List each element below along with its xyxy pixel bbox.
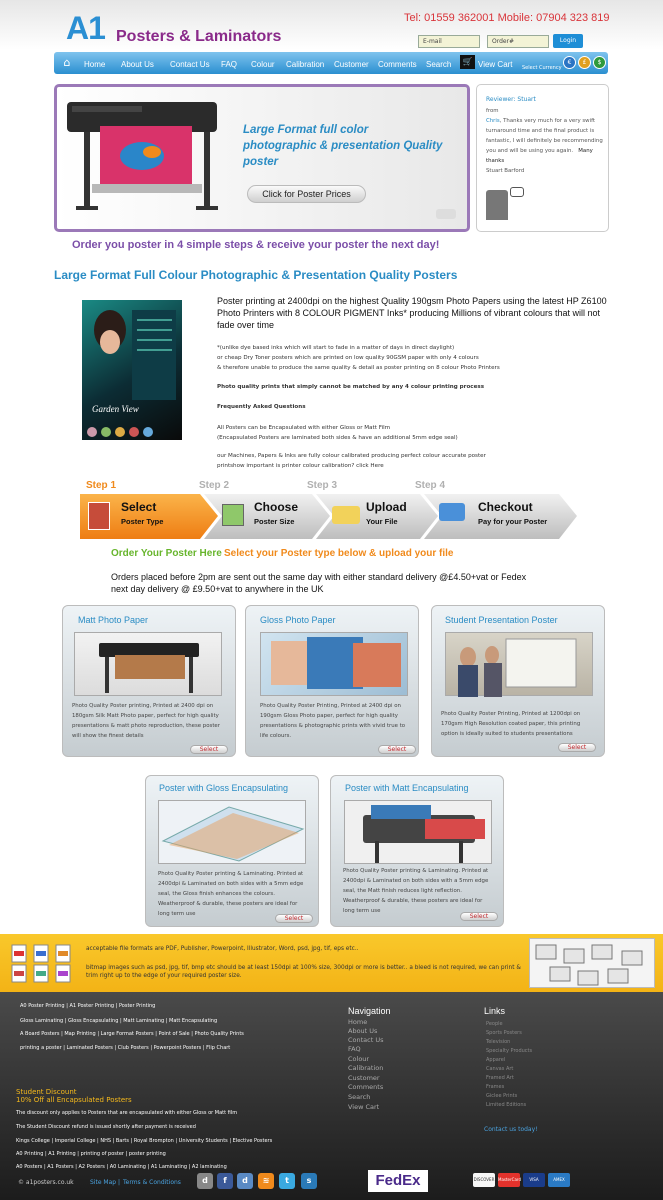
step-4-label: Step 4	[415, 480, 446, 491]
product-title-student[interactable]: Student Presentation Poster	[445, 615, 558, 625]
review-title: Reviewer: Stuart	[486, 96, 536, 103]
amex-icon: AMEX	[548, 1173, 570, 1187]
product-desc-matt-encap: Photo Quality Poster printing & Laminating. Printed at 2400dpi & Laminated on both sides with a 5mm edge seal, the Matt finish reduces light reflection. Weatherproof & durable, these posters are ideal for long term use	[343, 868, 489, 914]
product-image-matt	[74, 632, 222, 696]
upload-folder-icon	[332, 506, 360, 524]
digg-icon[interactable]: d	[237, 1173, 253, 1189]
product-image-gloss	[260, 632, 408, 696]
encapsulation-note-line-2: (Encapsulated Posters are laminated both sides & have an additional 5mm edge seal)	[217, 435, 458, 441]
step-4-title[interactable]: Checkout	[478, 500, 533, 514]
footer-nav-about[interactable]: About Us	[348, 1027, 378, 1035]
discover-card-icon: DISCOVER	[473, 1173, 495, 1187]
mastercard-icon: MasterCard	[498, 1173, 520, 1187]
product-desc-gloss: Photo Quality Poster Printing, Printed at 2400 dpi on 190gsm Gloss Photo paper, perfect for high quality presentations & photographic prints with vivid true to life colours.	[260, 703, 406, 739]
nav-calibration[interactable]: Calibration	[286, 60, 325, 69]
footer-nav-home[interactable]: Home	[348, 1018, 368, 1026]
footer-nav-calibration[interactable]: Calibration	[348, 1064, 384, 1072]
folder-icons-graphic	[529, 938, 655, 988]
link-television[interactable]: Television	[486, 1039, 511, 1045]
sitemap-link[interactable]: Site Map |	[90, 1179, 121, 1186]
review-name: Chris	[486, 118, 500, 124]
reviewer-avatar-icon	[486, 190, 508, 220]
footer-nav-faq[interactable]: FAQ	[348, 1045, 361, 1053]
calibration-note-line-1: our Machines, Papers & Inks are fully colour calibrated producing perfect colour accurate poster	[217, 453, 486, 459]
select-gloss-encap-button[interactable]: Select	[275, 914, 313, 923]
hero-heading: Large Format full color photographic & presentation Quality poster	[243, 124, 443, 168]
footer-links-5[interactable]: Kings College | Imperial College | NHS | Barts | Royal Brompton | University Students | Elective Posters	[16, 1138, 273, 1144]
page-title: Large Format Full Colour Photographic & Presentation Quality Posters	[54, 268, 458, 282]
fedex-logo-text: FedEx	[375, 1172, 421, 1189]
step-1-label: Step 1	[86, 480, 117, 491]
gloss-photos-art	[261, 633, 409, 697]
poster-prices-button[interactable]: Click for Poster Prices	[247, 185, 366, 203]
footer-nav-heading: Navigation	[348, 1006, 391, 1016]
nav-contact-us[interactable]: Contact Us	[170, 60, 210, 69]
student-discount-offer: 10% Off all Encapsulated Posters	[16, 1096, 132, 1104]
currency-pound-icon[interactable]: £	[578, 56, 591, 69]
link-canvas-art[interactable]: Canvas Art	[486, 1066, 514, 1072]
bitmap-requirements: bitmap images such as psd, jpg, tif, bmp etc should be at least 150dpi at 100% size, 300dpi or more is better.. a bleed is not required, we can print & trim right up to the edge of your required poster size.	[86, 965, 521, 979]
link-framed-art[interactable]: Framed Art	[486, 1075, 514, 1081]
quality-statement: Photo quality prints that simply cannot be matched by any 4 colour printing process	[217, 384, 485, 390]
product-desc-gloss-encap: Photo Quality Poster printing & Laminating. Printed at 2400dpi & Laminated on both sides with a 5mm edge seal, the Gloss finish enhances the colours. Weatherproof & durable, these posters are ideal for long term use	[158, 871, 304, 917]
twitter-icon[interactable]: t	[279, 1173, 295, 1189]
step-4-sub: Pay for your Poster	[478, 517, 548, 526]
footer-links-4[interactable]: printing a poster | Laminated Posters | Club Posters | Powerpoint Posters | Flip Chart	[20, 1045, 231, 1051]
link-limited-editions[interactable]: Limited Editions	[486, 1102, 527, 1108]
terms-link[interactable]: Terms & Conditions	[123, 1179, 181, 1186]
step-1-title[interactable]: Select	[121, 500, 157, 514]
nav-faq[interactable]: FAQ	[221, 60, 238, 69]
review-from: from	[486, 108, 499, 114]
student-note-2: The Student Discount refund is issued shortly after payment is received	[16, 1124, 196, 1130]
student-poster-art	[446, 633, 594, 697]
stumble-icon[interactable]: s	[301, 1173, 317, 1189]
calibration-note	[217, 451, 607, 471]
encapsulation-note-line-1: All Posters can be Encapsulated with either Gloss or Matt Film	[217, 425, 391, 431]
footer-nav-comments[interactable]: Comments	[348, 1083, 384, 1091]
poster-type-icon	[88, 502, 110, 530]
step-3-sub: Your File	[366, 517, 398, 526]
link-frames[interactable]: Frames	[486, 1084, 505, 1090]
order-number-input[interactable]: Order#	[487, 35, 549, 48]
select-student-button[interactable]: Select	[558, 743, 596, 752]
currency-euro-icon[interactable]: €	[563, 56, 576, 69]
checkout-card-icon	[439, 503, 465, 521]
delicious-icon[interactable]: d	[197, 1173, 213, 1189]
cart-icon[interactable]: 🛒	[460, 55, 475, 69]
delivery-info: Orders placed before 2pm are sent out the same day with either standard delivery @£4.50+vat or Fedex next day delivery @ £9.50+vat to anywhere in the UK	[111, 572, 527, 594]
email-input[interactable]: E-mail	[418, 35, 480, 48]
review-signature: Stuart Barford	[486, 168, 525, 174]
nav-comments[interactable]: Comments	[378, 60, 417, 69]
visa-icon: VISA	[523, 1173, 545, 1187]
slider-dots[interactable]	[436, 209, 456, 219]
footer-nav-search[interactable]: Search	[348, 1093, 371, 1101]
footer-nav-view-cart[interactable]: View Cart	[348, 1103, 380, 1111]
nav-view-cart[interactable]: View Cart	[478, 60, 513, 69]
nav-colour[interactable]: Colour	[251, 60, 275, 69]
dye-ink-note-line-2: or cheap Dry Toner posters which are printed on low quality 90GSM paper with only 4 colours	[217, 355, 479, 361]
file-type-icons	[10, 943, 74, 983]
step-3-title[interactable]: Upload	[366, 500, 407, 514]
facebook-icon[interactable]: f	[217, 1173, 233, 1189]
matt-laminator-art	[345, 801, 493, 865]
dye-ink-note	[217, 343, 607, 373]
encapsulation-note	[217, 423, 607, 443]
copyright: © a1posters.co.uk	[18, 1179, 74, 1186]
select-matt-encap-button[interactable]: Select	[460, 912, 498, 921]
hero-tagline: Order you poster in 4 simple steps & receive your poster the next day!	[72, 239, 440, 251]
student-discount-title: Student Discount	[16, 1088, 77, 1096]
intro-text: Poster printing at 2400dpi on the highest Quality 190gsm Photo Papers using the latest HP Z6100 Photo Printers with 8 COLOUR PIGMENT Inks* producing Millions of vibrant colours that will not fade over time	[217, 296, 607, 330]
sample-poster-art	[82, 300, 182, 440]
dye-ink-note-line-1: *(unlike dye based inks which will start to fade in a matter of days in direct daylight)	[217, 345, 455, 351]
product-desc-matt: Photo Quality Poster printing, Printed at 2400 dpi on 180gsm Silk Matt Photo paper, perfect for high quality presentations & matt photo reproduction, these poster will show the finest details	[72, 703, 220, 739]
product-image-student	[445, 632, 593, 696]
phone-numbers: Tel: 01559 362001 Mobile: 07904 323 819	[404, 12, 610, 24]
footer-links-7[interactable]: A0 Posters | A1 Posters | A2 Posters | A0 Laminating | A1 Laminating | A2 laminating	[16, 1164, 227, 1170]
rss-icon[interactable]: ≋	[258, 1173, 274, 1189]
home-icon[interactable]: ⌂	[63, 56, 71, 69]
footer-nav-contact[interactable]: Contact Us	[348, 1036, 384, 1044]
footer-nav-colour[interactable]: Colour	[348, 1055, 370, 1063]
review-text	[486, 106, 604, 176]
product-title-gloss-encap[interactable]: Poster with Gloss Encapsulating	[159, 783, 289, 793]
step-3-label: Step 3	[307, 480, 338, 491]
link-specialty-products[interactable]: Specialty Products	[486, 1048, 533, 1054]
gloss-laminate-art	[159, 801, 307, 865]
nav-about-us[interactable]: About Us	[121, 60, 154, 69]
product-title-matt-encap[interactable]: Poster with Matt Encapsulating	[345, 783, 469, 793]
select-type-heading: Select your Poster type below & upload your file	[224, 548, 454, 559]
product-title-gloss[interactable]: Gloss Photo Paper	[260, 615, 336, 625]
dye-ink-note-line-3: & therefore unable to produce the same quality & detail as poster printing on 8 colour Photo Printers	[217, 365, 500, 371]
link-sports-posters[interactable]: Sports Posters	[486, 1030, 522, 1036]
nav-search[interactable]: Search	[426, 60, 452, 69]
speech-bubble-icon	[510, 187, 524, 197]
step-2-label: Step 2	[199, 480, 230, 491]
nav-home[interactable]: Home	[84, 60, 106, 69]
student-note-1: The discount only applies to Posters that are encapsulated with either Gloss or Matt film	[16, 1110, 238, 1116]
faq-link[interactable]: Frequently Asked Questions	[217, 404, 306, 410]
select-matt-button[interactable]: Select	[190, 745, 228, 754]
step-1-sub: Poster Type	[121, 517, 164, 526]
currency-dollar-icon[interactable]: $	[593, 56, 606, 69]
product-image-gloss-encap	[158, 800, 306, 864]
logo[interactable]: A1	[66, 10, 105, 46]
sample-poster-image	[82, 300, 182, 440]
footer-links-6[interactable]: A0 Printing | A1 Printing | printing of poster | poster printing	[16, 1151, 166, 1157]
footer-links-heading: Links	[484, 1006, 506, 1016]
currency-label: Select Currency	[522, 65, 562, 71]
fedex-logo	[368, 1170, 428, 1192]
step-2-sub: Poster Size	[254, 517, 295, 526]
product-image-matt-encap	[344, 800, 492, 864]
product-title-matt[interactable]: Matt Photo Paper	[78, 615, 149, 625]
order-heading: Order Your Poster Here	[111, 548, 222, 559]
matt-printer-art	[75, 633, 223, 697]
product-desc-student: Photo Quality Poster Printing, Printed at 1200dpi on 170gsm High Resolution coated paper, this printing option is ideally suited to students presentations	[441, 711, 581, 737]
review-thanks: Many thanks	[486, 148, 593, 164]
footer-links-3[interactable]: A Board Posters | Map Printing | Large Format Posters | Point of Sale | Photo Quality Prints	[20, 1031, 244, 1037]
link-giclee-prints[interactable]: Giclee Prints	[486, 1093, 518, 1099]
crop-size-icon	[222, 504, 244, 526]
poster-caption: Garden View	[92, 404, 139, 414]
footer-links-2[interactable]: Gloss Laminating | Gloss Encapsulating | Matt Laminating | Matt Encapsulating	[20, 1018, 218, 1024]
select-gloss-button[interactable]: Select	[378, 745, 416, 754]
link-apparel[interactable]: Apparel	[486, 1057, 506, 1063]
step-2-title[interactable]: Choose	[254, 500, 299, 514]
footer-links-1[interactable]: A0 Poster Printing | A1 Poster Printing | Poster Printing	[20, 1003, 156, 1009]
logo-text[interactable]: Posters & Laminators	[116, 28, 282, 45]
login-button[interactable]: Login	[553, 34, 583, 48]
printer-image	[62, 96, 232, 216]
nav-customer[interactable]: Customer	[334, 60, 369, 69]
calibration-note-line-2[interactable]: printshow important is printer colour calibration? click Here	[217, 463, 384, 469]
contact-us-link[interactable]: Contact us today!	[484, 1126, 538, 1133]
link-people[interactable]: People	[486, 1021, 503, 1027]
footer-nav-customer[interactable]: Customer	[348, 1074, 380, 1082]
review-body: , Thanks very much for a very swift turnaround time and the final product is fantastic, I will definitely be recommending you and will be using you again.	[486, 118, 603, 154]
accepted-formats: acceptable file formats are PDF, Publisher, Powerpoint, Illustrator, Word, psd, jpg, tif, eps etc..	[86, 946, 359, 952]
